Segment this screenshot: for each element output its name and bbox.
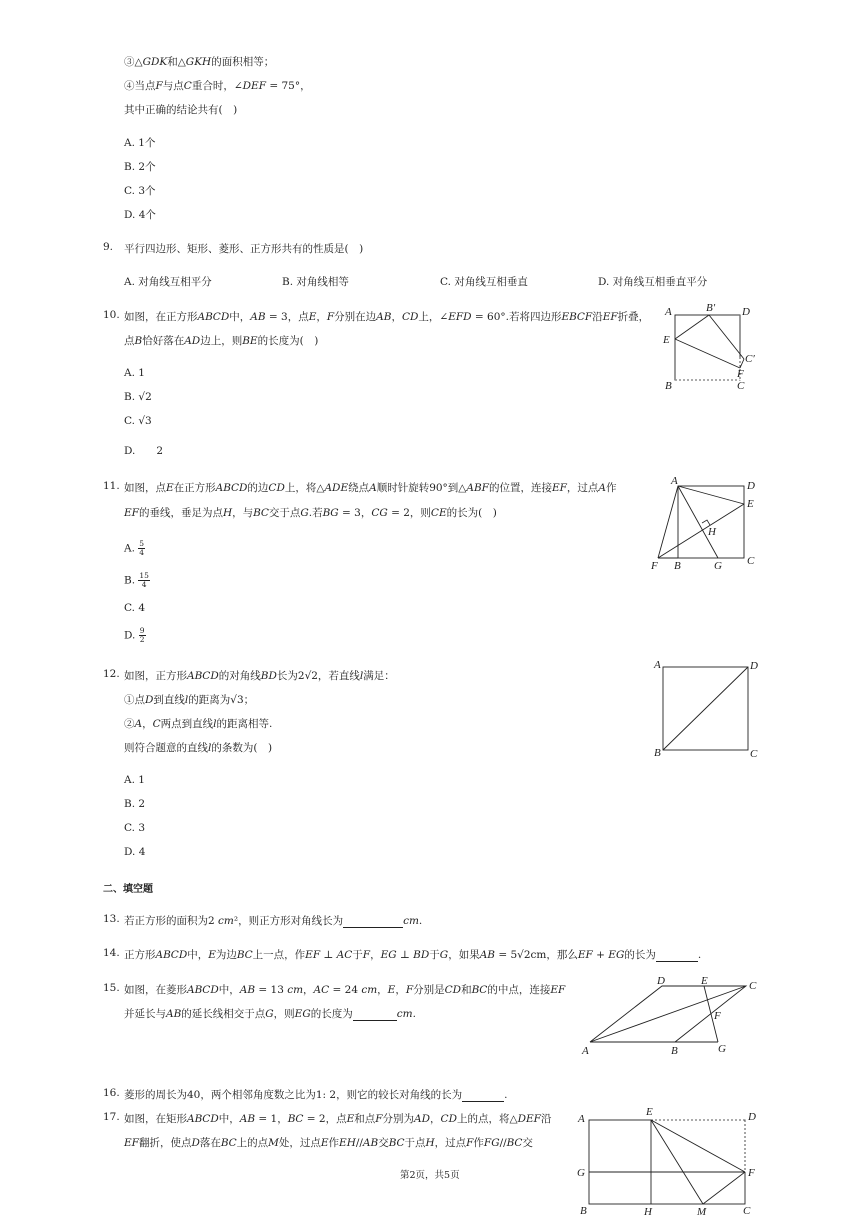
q12-line-3: ②𝐴，𝐶两点到直线𝑙的距离相等. [124, 718, 273, 730]
q11-label-e: E [747, 498, 754, 510]
q17-label-a: A [578, 1113, 585, 1125]
q12-line-2: ①点𝐷到直线𝑙的距离为√3； [124, 694, 255, 706]
q12-option-a: A. 1 [124, 774, 145, 786]
prev-option-a: A. 1个 [124, 137, 156, 149]
q10-label-c: C [737, 380, 745, 392]
q12-label-c: C [750, 748, 758, 760]
q15-figure [578, 976, 768, 1060]
q15-line-1: 如图，在菱形𝐴𝐵𝐶𝐷中，𝐴𝐵 = 13 𝑐𝑚，𝐴𝐶 = 24 𝑐𝑚，𝐸，𝐹分别是𝐶𝐷和𝐵𝐶的中点，连接𝐸𝐹 [124, 984, 566, 996]
q17-line-1: 如图，在矩形𝐴𝐵𝐶𝐷中，𝐴𝐵 = 1，𝐵𝐶 = 2，点𝐸和点𝐹分别为𝐴𝐷，𝐶𝐷上的点，将△𝐷𝐸𝐹沿 [124, 1113, 552, 1125]
q10-label-d: D [742, 306, 750, 318]
q10-line-2: 点𝐵恰好落在𝐴𝐷边上，则𝐵𝐸的长度为( ) [124, 335, 319, 347]
q14-answer-blank[interactable] [656, 951, 698, 962]
q17-label-e: E [646, 1106, 653, 1118]
q11-option-c: C. 4 [124, 602, 146, 614]
q10-label-f: F [737, 368, 744, 380]
q17-label-f: F [748, 1167, 755, 1179]
q15-number: 15. [103, 982, 120, 994]
prev-option-c: C. 3个 [124, 185, 156, 197]
q12-label-d: D [750, 660, 758, 672]
q17-figure [575, 1104, 765, 1216]
q10-label-b: B [665, 380, 672, 392]
q10-label-a: A [665, 306, 672, 318]
q17-label-g: G [577, 1167, 585, 1179]
q10-option-c: C. √3 [124, 415, 152, 427]
q10-option-d: D. 2 [124, 445, 164, 457]
q10-label-c-prime: C′ [745, 353, 755, 365]
q11-option-b-num: 15 [139, 571, 149, 580]
q12-option-b: B. 2 [124, 798, 146, 810]
q17-label-c: C [743, 1205, 751, 1216]
q15-label-f: F [714, 1010, 721, 1022]
q11-figure [648, 472, 768, 572]
q11-label-a: A [671, 475, 678, 487]
q11-option-a-num: 5 [139, 539, 145, 548]
q10-number: 10. [103, 309, 120, 321]
q11-option-a-den: 4 [139, 548, 145, 557]
q17-label-h: H [644, 1206, 652, 1216]
prev-conclusion-3: ③△𝐺𝐷𝐾和△𝐺𝐾𝐻的面积相等； [124, 56, 275, 68]
q12-label-a: A [654, 659, 661, 671]
prev-option-d: D. 4个 [124, 209, 156, 221]
q11-option-d: D. $\frac{9}{2}$ [124, 626, 145, 644]
q11-option-d-num: 9 [139, 626, 145, 635]
q11-line-2: 𝐸𝐹的垂线，垂足为点𝐻，与𝐵𝐶交于点𝐺.若𝐵𝐺 = 3，𝐶𝐺 = 2，则𝐶𝐸的长为( ) [124, 507, 497, 519]
q11-line-1: 如图，点𝐸在正方形𝐴𝐵𝐶𝐷的边𝐶𝐷上，将△𝐴𝐷𝐸绕点𝐴顺时针旋转90°到△𝐴𝐵𝐹的位置，连接𝐸𝐹，过点𝐴作 [124, 482, 617, 494]
q15-line-2: 并延长与𝐴𝐵的延长线相交于点𝐺，则𝐸𝐺的长度为 𝑐𝑚. [124, 1008, 416, 1020]
q9-option-b: B. 对角线相等 [282, 276, 349, 288]
q13-text: 若正方形的面积为2 𝑐𝑚²，则正方形对角线长为 𝑐𝑚. [124, 915, 423, 927]
q11-option-a: A. $\frac{5}{4}$ [124, 539, 145, 557]
q10-option-b: B. √2 [124, 391, 152, 403]
q12-line-1: 如图，正方形𝐴𝐵𝐶𝐷的对角线𝐵𝐷长为2√2，若直线𝑙满足： [124, 670, 395, 682]
q12-option-c: C. 3 [124, 822, 146, 834]
q17-label-b: B [580, 1205, 587, 1216]
q12-line-4: 则符合题意的直线𝑙的条数为( ) [124, 742, 273, 754]
q12-option-d: D. 4 [124, 846, 146, 858]
q15-label-a: A [582, 1045, 589, 1057]
q11-label-b: B [674, 560, 681, 572]
q15-label-b: B [671, 1045, 678, 1057]
q10-label-e: E [663, 334, 670, 346]
q10-option-a: A. 1 [124, 367, 145, 379]
q15-label-g: G [718, 1043, 726, 1055]
q10-line-1: 如图，在正方形𝐴𝐵𝐶𝐷中，𝐴𝐵 = 3，点𝐸，𝐹分别在边𝐴𝐵，𝐶𝐷上，∠𝐸𝐹𝐷 = 60°.若将四边形𝐸𝐵𝐶𝐹沿𝐸𝐹折叠， [124, 311, 650, 323]
q16-text: 菱形的周长为40，两个相邻角度数之比为1: 2，则它的较长对角线的长为 . [124, 1089, 508, 1101]
prev-option-b: B. 2个 [124, 161, 156, 173]
q14-number: 14. [103, 947, 120, 959]
q11-option-d-den: 2 [139, 635, 145, 644]
q12-figure [650, 656, 770, 760]
q9-option-d: D. 对角线互相垂直平分 [598, 276, 708, 288]
q16-answer-blank[interactable] [462, 1091, 504, 1102]
q9-number: 9. [103, 241, 114, 253]
section-heading-fill-in: 二、填空题 [103, 884, 153, 895]
q15-label-d: D [657, 975, 665, 987]
q11-label-g: G [714, 560, 722, 572]
q9-option-c: C. 对角线互相垂直 [440, 276, 528, 288]
q11-label-f: F [651, 560, 658, 572]
q17-label-d: D [748, 1111, 756, 1123]
q15-label-c: C [749, 980, 757, 992]
q15-answer-blank[interactable] [353, 1010, 397, 1021]
q15-label-e: E [701, 975, 708, 987]
q11-option-b-den: 4 [141, 580, 147, 589]
q10-figure [660, 302, 770, 394]
q11-option-b: B. $\frac{15}{4}$ [124, 571, 149, 589]
q9-text: 平行四边形、矩形、菱形、正方形共有的性质是( ) [124, 243, 364, 255]
page-footer: 第2页，共5页 [400, 1170, 460, 1181]
q10-label-b-prime: B′ [706, 302, 716, 314]
prev-question-ask: 其中正确的结论共有( ) [124, 104, 238, 116]
q14-text: 正方形𝐴𝐵𝐶𝐷中，𝐸为边𝐵𝐶上一点，作𝐸𝐹 ⊥ 𝐴𝐶于𝐹，𝐸𝐺 ⊥ 𝐵𝐷于𝐺，如果𝐴𝐵 = 5√2cm，那么𝐸𝐹 + 𝐸𝐺的长为 . [124, 949, 702, 961]
q17-number: 17. [103, 1111, 120, 1123]
q13-number: 13. [103, 913, 120, 925]
q12-number: 12. [103, 668, 120, 680]
q17-line-2: 𝐸𝐹翻折，使点𝐷落在𝐵𝐶上的点𝑀处，过点𝐸作𝐸𝐻//𝐴𝐵交𝐵𝐶于点𝐻，过点𝐹作𝐹𝐺//𝐵𝐶交 [124, 1137, 533, 1149]
prev-conclusion-4: ④当点𝐹与点𝐶重合时，∠𝐷𝐸𝐹 = 75°， [124, 80, 311, 92]
q11-label-c: C [747, 555, 755, 567]
q9-option-a: A. 对角线互相平分 [124, 276, 212, 288]
q17-label-m: M [697, 1206, 707, 1216]
q11-number: 11. [103, 480, 120, 492]
q12-label-b: B [654, 747, 661, 759]
q11-label-d: D [747, 480, 755, 492]
q16-number: 16. [103, 1087, 120, 1099]
q11-label-h: H [708, 526, 716, 538]
q13-answer-blank[interactable] [343, 917, 403, 928]
